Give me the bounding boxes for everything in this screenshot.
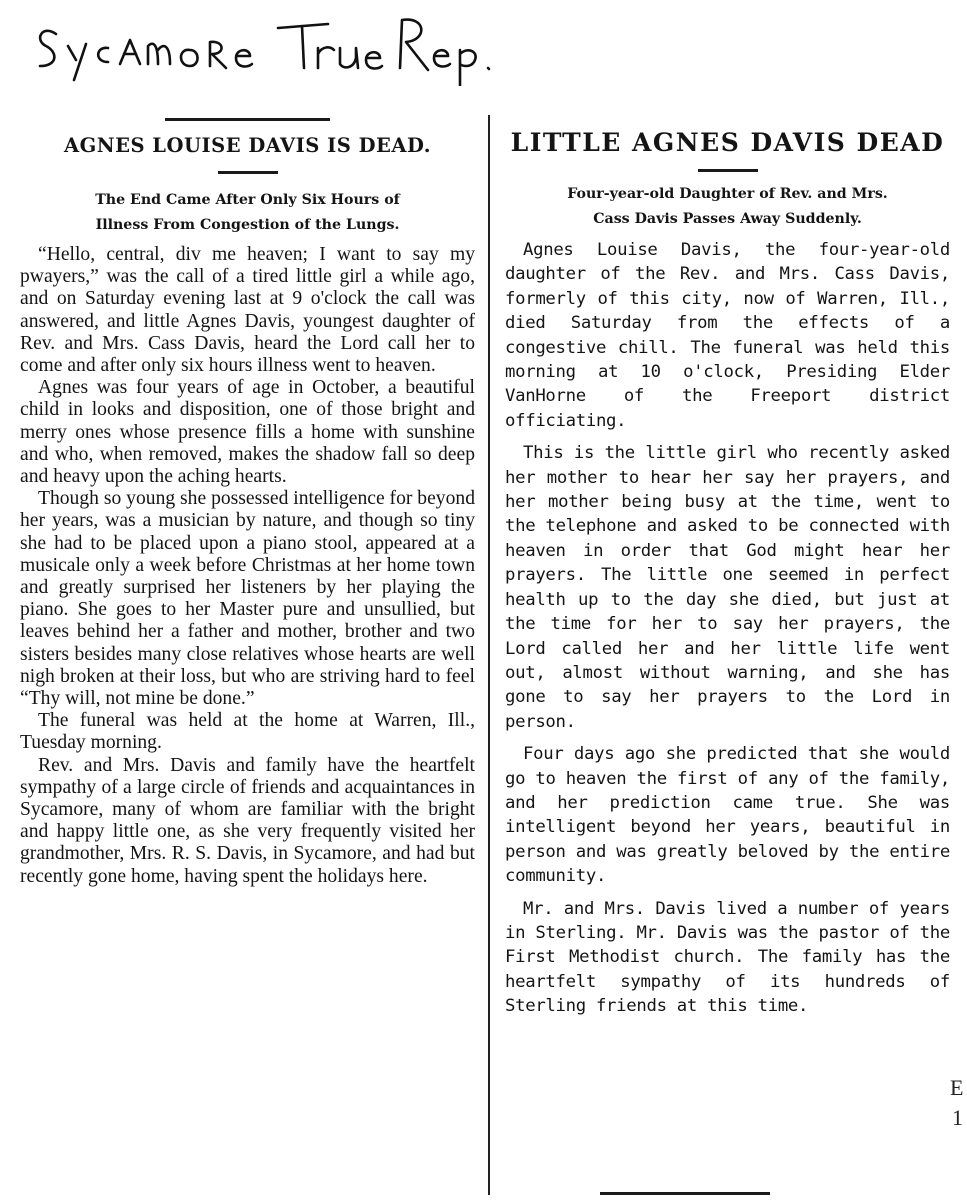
left-paragraph: Agnes was four years of age in October, a beautiful child in looks and disposition, one of those bright and merry ones whose presence fills a home with sunshine and who, when removed, makes the shadow fall so deep and heavy upon the aching hearts. bbox=[20, 377, 475, 488]
left-subhead-line2: Illness From Congestion of the Lungs. bbox=[95, 217, 400, 233]
right-edge-mark: E bbox=[950, 1075, 964, 1100]
right-paragraph: This is the little girl who recently asked her mother to hear her say her prayers, and her mother being busy at the time, went to the telephone and asked to be connected with heaven in order that God might hear her prayers. The little one seemed in perfect health up to the day she died, but just at the time for her to say her prayers, the Lord called her and her little life went out, almost without warning, and she has gone to say her prayers to the Lord in person. bbox=[505, 443, 950, 732]
column-divider bbox=[488, 115, 490, 1195]
left-paragraph: Rev. and Mrs. Davis and family have the heartfelt sympathy of a large circle of friends and acquaintances in Sycamore, many of whom are familiar with the bright and happy little one, as she very frequently visited her grandmother, Mrs. R. S. Davis, in Sycamore, and had but recently gone home, having spent the holidays here. bbox=[20, 754, 475, 887]
left-headline: AGNES LOUISE DAVIS IS DEAD. bbox=[63, 134, 432, 157]
right-paragraph: Mr. and Mrs. Davis lived a number of years in Sterling. Mr. Davis was the pastor of the First Methodist church. The family has the heartfelt sympathy of its hundreds of Sterling friends at this time. bbox=[505, 898, 950, 1017]
right-headline-rule bbox=[698, 169, 758, 172]
left-subhead bbox=[20, 188, 475, 238]
right-subhead-line1: Four-year-old Daughter of Rev. and Mrs. bbox=[567, 186, 888, 202]
left-paragraph: Though so young she possessed intelligence for beyond her years, was a musician by nature, and though so tiny she had to be placed upon a piano stool, appeared at a musicale only a week before Christmas at her home town and greatly surprised her listeners by her playing the piano. She goes to her Master pure and unsullied, but leaves behind her a father and mother, brother and two sisters besides many close relatives whose hearts are well nigh broken at their loss, but who are striving hard to feel “Thy will, not mine be done.” bbox=[20, 488, 475, 710]
right-subhead-line2: Cass Davis Passes Away Suddenly. bbox=[593, 211, 862, 227]
right-subhead bbox=[505, 182, 950, 232]
left-subhead-line1: The End Came After Only Six Hours of bbox=[95, 192, 400, 208]
right-bottom-rule bbox=[600, 1192, 770, 1195]
left-headline-rule bbox=[218, 171, 278, 174]
right-edge-mark: 1 bbox=[952, 1105, 963, 1130]
left-paragraph: “Hello, central, div me heaven; I want to say my pwayers,” was the call of a tired little girl a while ago, and on Saturday evening last at 9 o'clock the call was answered, and little Agnes Davis, youngest daughter of Rev. and Mrs. Cass Davis, heard the Lord call her to come and after only six hours illness went to heaven. bbox=[20, 244, 475, 377]
right-paragraph: Agnes Louise Davis, the four-year-old daughter of the Rev. and Mrs. Cass Davis, formerly of this city, now of Warren, Ill., died Saturday from the effects of a congestive chill. The funeral was held this morning at 10 o'clock, Presiding Elder VanHorne of the Freeport district officiating. bbox=[505, 240, 950, 431]
left-article bbox=[20, 128, 475, 888]
right-paragraph: Four days ago she predicted that she would go to heaven the first of any of the family, and her prediction came true. She was intelligent beyond her years, beautiful in person and was greatly beloved by the entire community. bbox=[505, 744, 950, 887]
right-headline: LITTLE AGNES DAVIS DEAD bbox=[510, 128, 945, 157]
left-top-rule bbox=[165, 118, 330, 121]
left-paragraph: The funeral was held at the home at Warren, Ill., Tuesday morning. bbox=[20, 710, 475, 754]
right-article bbox=[505, 128, 950, 1019]
handwritten-note-image bbox=[28, 6, 628, 86]
